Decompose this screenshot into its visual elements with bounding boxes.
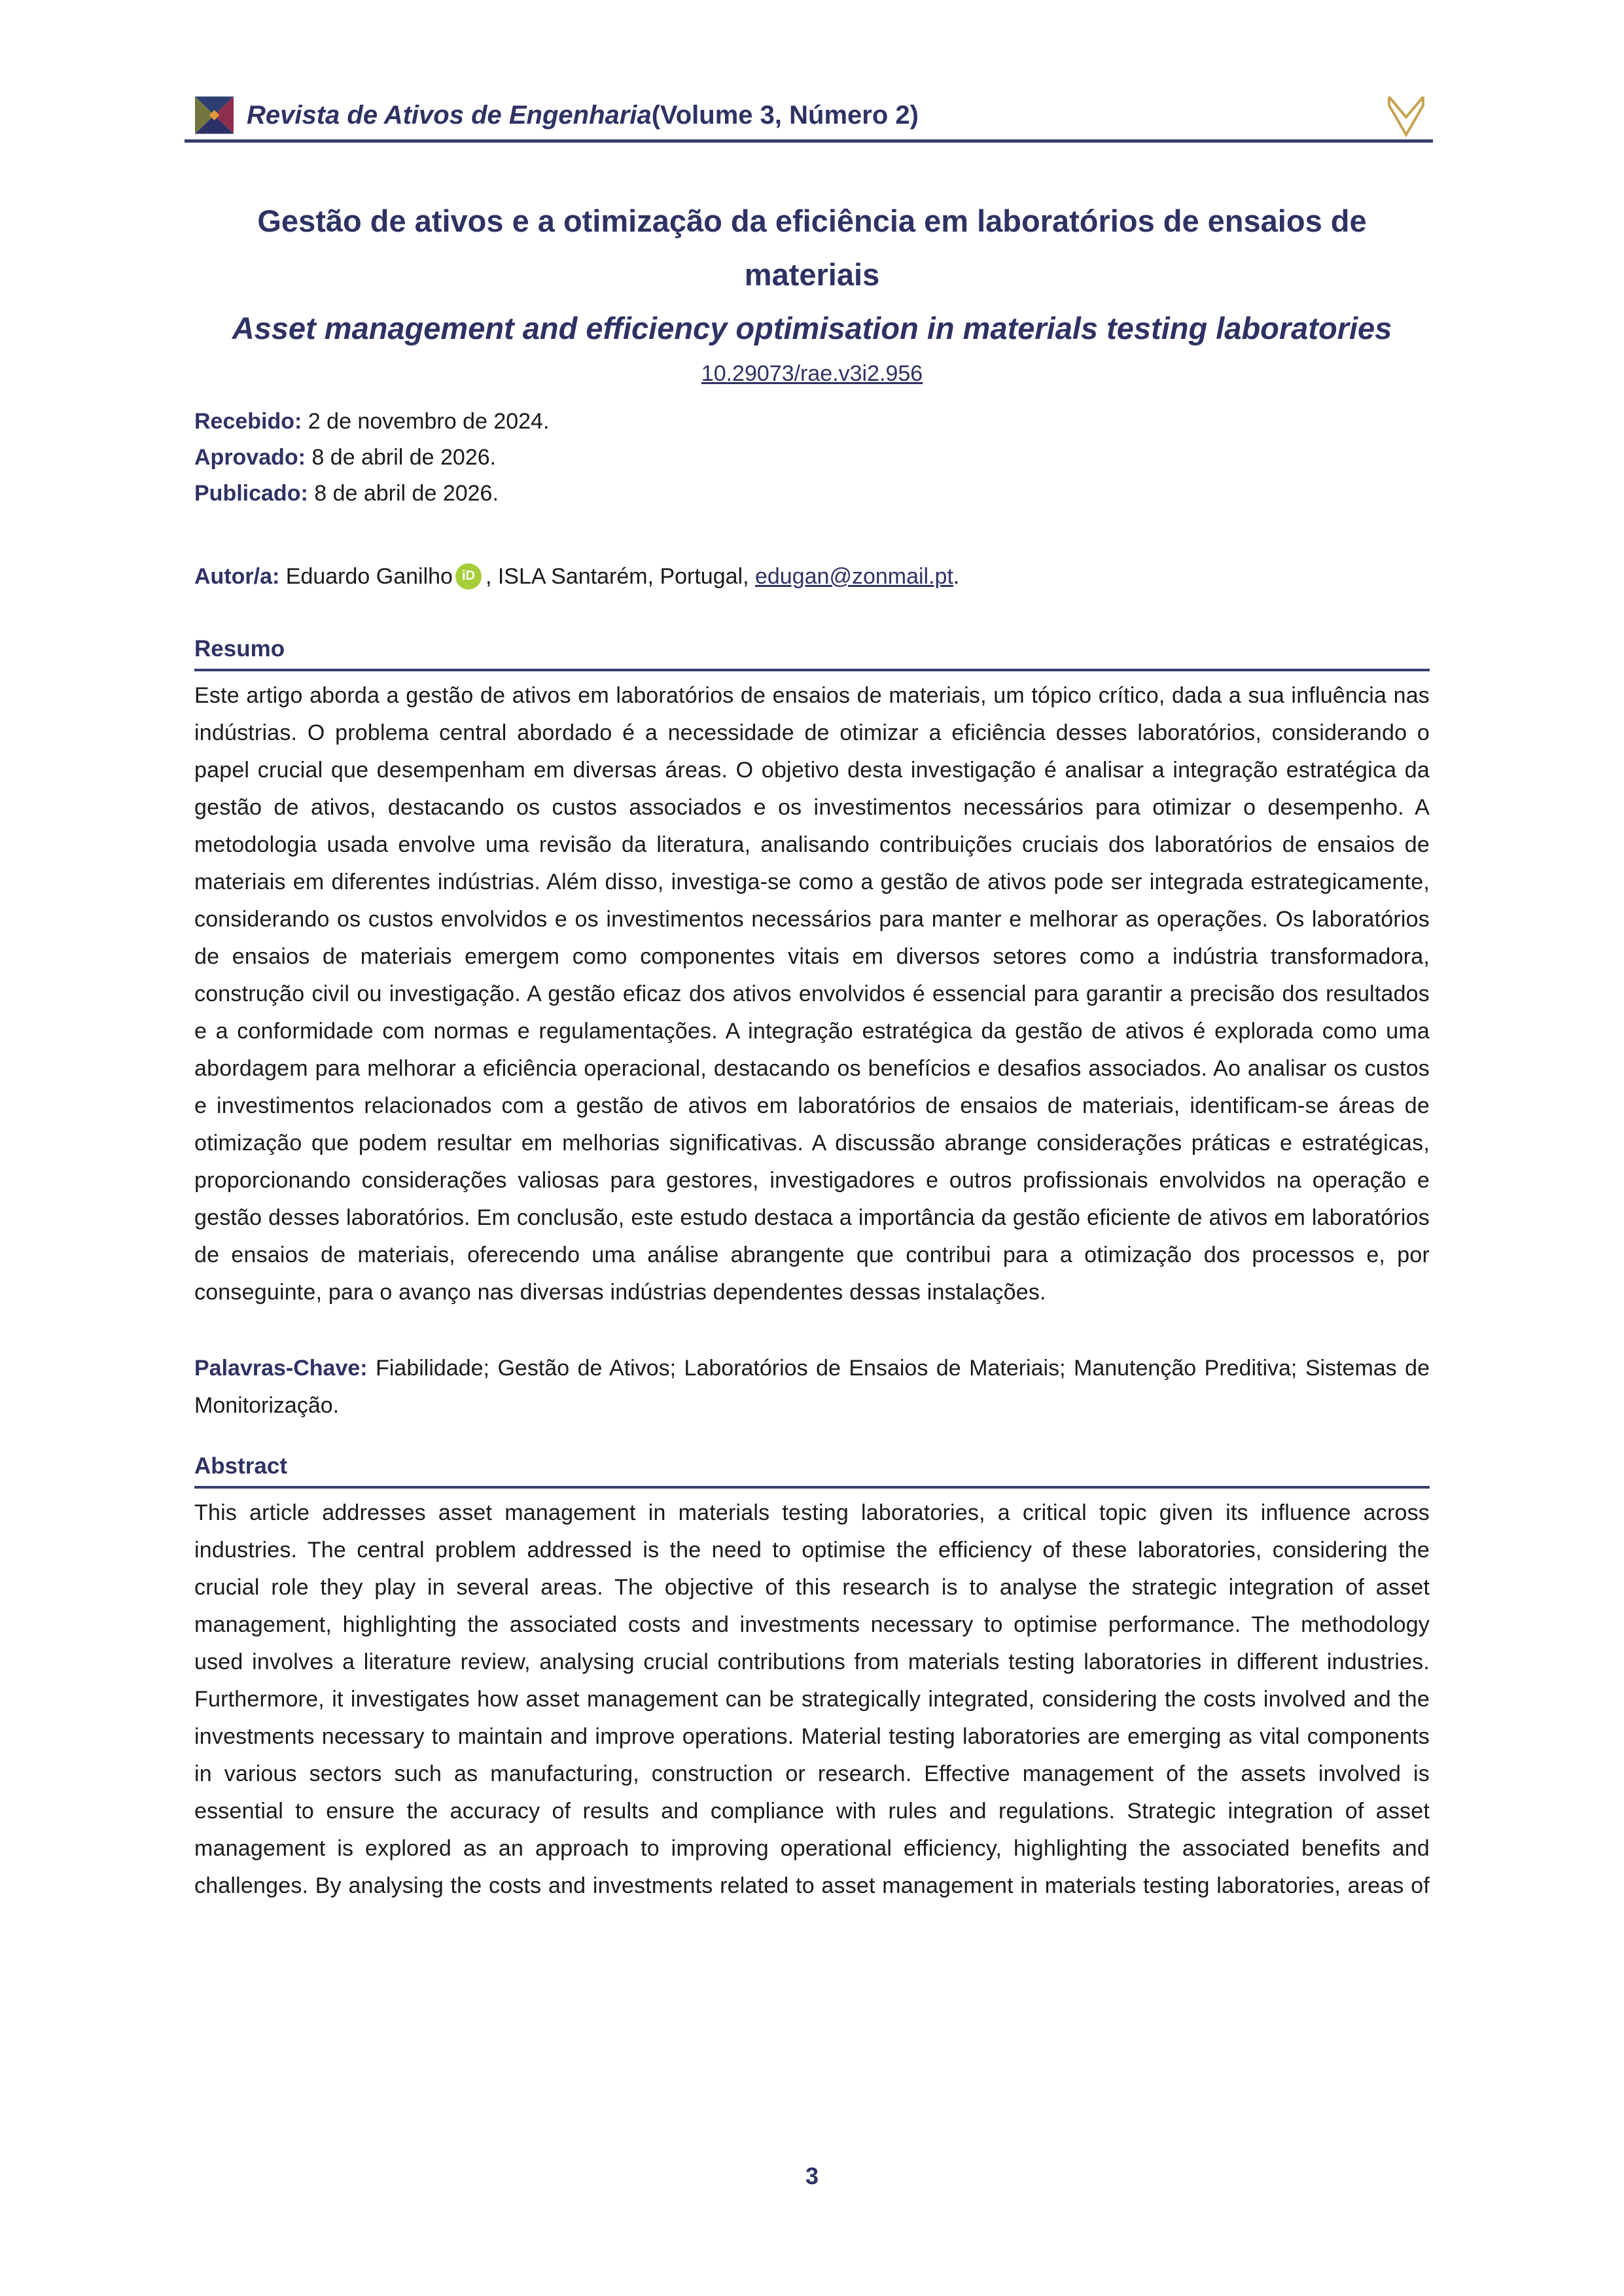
resumo-text: Este artigo aborda a gestão de ativos em laboratórios de ensaios de materiais, um tópico crítico, dada a sua influência nas indústrias. O problema central abordado é a necessidade de otimizar a eficiência desses laboratórios, considerando o papel crucial que desempenham em diversas áreas. O objetivo desta investigação é analisar a integração estratégica da gestão de ativos, destacando os custos associados e os investimentos necessários para otimizar o desempenho. A metodologia usada envolve uma revisão da literatura, analisando contribuições cruciais dos laboratórios de ensaios de materiais em diferentes indústrias. Além disso, investiga-se como a gestão de ativos pode ser integrada estrategicamente, considerando os custos envolvidos e os investimentos necessários para manter e melhorar as operações. Os laboratórios de ensaios de materiais emergem como componentes vitais em diversos setores como a indústria transformadora, construção civil ou investigação. A gestão eficaz dos ativos envolvidos é essencial para garantir a precisão dos resultados e a conformidade com normas e regulamentações. A integração estratégica da gestão de ativos é explorada como uma abordagem para melhorar a eficiência operacional, destacando os benefícios e desafios associados. Ao analisar os custos e investimentos relacionados com a gestão de ativos em laboratórios de ensaios de materiais, identificam-se áreas de otimização que podem resultar em melhorias significativas. A discussão abrange considerações práticas e estratégicas, proporcionando considerações valiosas para gestores, investigadores e outros profissionais envolvidos na operação e gestão desses laboratórios. Em conclusão, este estudo destaca a importância da gestão eficiente de ativos em laboratórios de ensaios de materiais, oferecendo uma análise abrangente que contribui para a otimização dos processos e, por conseguinte, para o avanço nas diversas indústrias dependentes dessas instalações. <box>194 683 1430 1305</box>
article-dates <box>194 404 1430 512</box>
approved-label: Aprovado: <box>194 445 306 470</box>
article-title-en: Asset management and efficiency optimisation in materials testing laboratories <box>232 311 1392 345</box>
page-header <box>0 0 1624 144</box>
abstract-heading: Abstract <box>194 1453 287 1479</box>
doi-line <box>194 355 1430 393</box>
journal-logo-icon <box>195 96 234 134</box>
journal-header-title <box>247 96 919 134</box>
author-label: Autor/a: <box>194 564 280 589</box>
journal-volume: (Volume 3, Número 2) <box>651 100 919 130</box>
published-value: 8 de abril de 2026. <box>308 481 499 506</box>
received-value: 2 de novembro de 2024. <box>302 409 550 434</box>
published-label: Publicado: <box>194 481 308 506</box>
doi-link[interactable]: 10.29073/rae.v3i2.956 <box>701 361 923 386</box>
author-line <box>194 558 1430 595</box>
article-content <box>194 194 1430 1905</box>
abstract-divider <box>194 1486 1430 1489</box>
received-label: Recebido: <box>194 409 302 434</box>
approved-value: 8 de abril de 2026. <box>306 445 497 470</box>
author-affiliation: , ISLA Santarém, Portugal, <box>485 564 755 589</box>
author-email-link[interactable]: edugan@zonmail.pt <box>754 564 953 589</box>
resumo-heading: Resumo <box>194 636 285 662</box>
keywords-line <box>194 1350 1430 1424</box>
keywords-label: Palavras-Chave: <box>194 1356 368 1381</box>
header-divider <box>185 139 1433 143</box>
journal-name: Revista de Ativos de Engenharia <box>247 100 652 130</box>
published-line <box>194 476 1430 512</box>
received-line <box>194 404 1430 440</box>
author-line-suffix: . <box>953 564 960 589</box>
abstract-text: This article addresses asset management in materials testing laboratories, a critical topic given its influence across industries. The central problem addressed is the need to optimise the efficiency of these laboratories, considering the crucial role they play in several areas. The objective of this research is to analyse the strategic integration of asset management, highlighting the associated costs and investments necessary to optimise performance. The methodology used involves a literature review, analysing crucial contributions from materials testing laboratories in different industries. Furthermore, it investigates how asset management can be strategically integrated, considering the costs involved and the investments necessary to maintain and improve operations. Material testing laboratories are emerging as vital components in various sectors such as manufacturing, construction or research. Effective management of the assets involved is essential to ensure the accuracy of results and compliance with rules and regulations. Strategic integration of asset management is explored as an approach to improving operational efficiency, highlighting the associated benefits and challenges. By analysing the costs and investments related to asset management in materials testing laboratories, areas of <box>194 1500 1430 1898</box>
page-number: 3 <box>805 2163 819 2189</box>
resumo-divider <box>194 669 1430 671</box>
approved-line <box>194 440 1430 476</box>
keywords-text: Fiabilidade; Gestão de Ativos; Laboratórios de Ensaios de Materiais; Manutenção Preditiva; Sistemas de Monitorização. <box>194 1356 1430 1418</box>
chevron-down-icon <box>1386 94 1426 137</box>
orcid-icon[interactable]: iD <box>455 563 482 590</box>
article-title-pt: Gestão de ativos e a otimização da eficiência em laboratórios de ensaios de materiais <box>257 203 1367 292</box>
author-name: Eduardo Ganilho <box>279 564 453 589</box>
